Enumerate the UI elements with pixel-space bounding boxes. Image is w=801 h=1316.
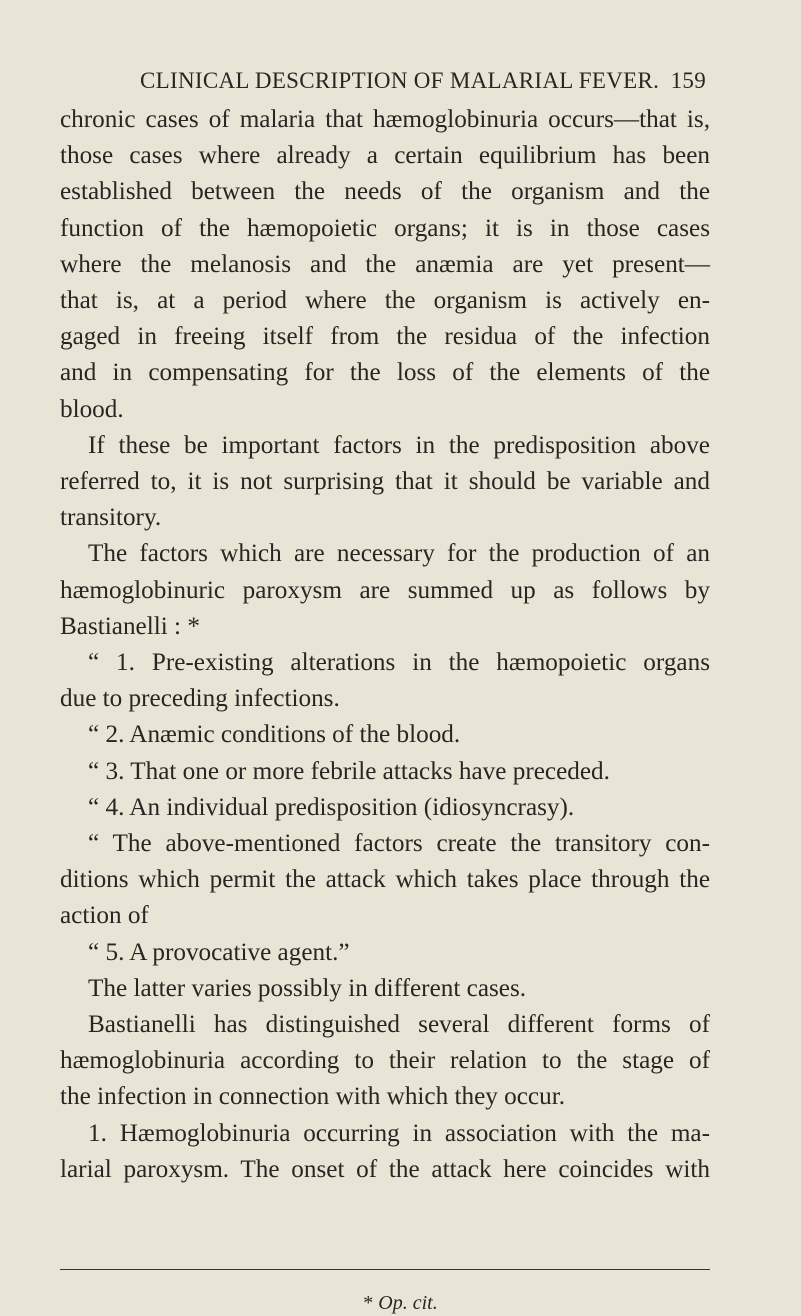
page-header bbox=[140, 68, 706, 94]
text-line: “ 4. An individual predisposition (idiosyncrasy). bbox=[88, 793, 575, 821]
text-line: established between the needs of the organism and the bbox=[60, 178, 710, 206]
text-line: where the melanosis and the anæmia are yet present— bbox=[60, 250, 710, 278]
text-line: If these be important factors in the predisposition above bbox=[88, 431, 710, 459]
text-line: those cases where already a certain equilibrium has been bbox=[60, 142, 710, 170]
text-line: “ 3. That one or more febrile attacks have preceded. bbox=[88, 757, 610, 785]
text-line: “ 2. Anæmic conditions of the blood. bbox=[88, 721, 461, 749]
footnote-text: Op. cit. bbox=[378, 1292, 438, 1314]
text-line: gaged in freeing itself from the residua of the infection bbox=[60, 323, 710, 351]
footnote bbox=[0, 1292, 801, 1315]
text-line: chronic cases of malaria that hæmoglobinuria occurs—that is, bbox=[60, 106, 710, 133]
text-line: hæmoglobinuria according to their relation to the stage of bbox=[60, 1047, 710, 1075]
paragraph bbox=[60, 971, 710, 1007]
body-text bbox=[60, 102, 710, 1188]
text-line: blood. bbox=[60, 395, 124, 423]
text-line: referred to, it is not surprising that it should be variable and bbox=[60, 468, 710, 496]
text-line: Bastianelli has distinguished several different forms of bbox=[88, 1011, 710, 1039]
text-line: ditions which permit the attack which takes place through the bbox=[60, 866, 710, 894]
text-line: function of the hæmopoietic organs; it is in those cases bbox=[60, 214, 710, 242]
text-line: that is, at a period where the organism is actively en- bbox=[60, 287, 710, 315]
paragraph bbox=[60, 102, 710, 428]
footnote-mark: * bbox=[363, 1292, 374, 1314]
text-line: transitory. bbox=[60, 504, 162, 532]
text-line: action of bbox=[60, 902, 149, 930]
page-number: 159 bbox=[670, 68, 706, 93]
paragraph bbox=[60, 826, 710, 935]
paragraph bbox=[60, 1116, 710, 1188]
text-line: “ 1. Pre-existing alterations in the hæmopoietic organs bbox=[88, 649, 710, 677]
footnote-rule bbox=[60, 1269, 710, 1270]
text-line: hæmoglobinuric paroxysm are summed up as follows by bbox=[60, 576, 710, 604]
paragraph bbox=[60, 717, 710, 753]
running-title: CLINICAL DESCRIPTION OF MALARIAL FEVER. bbox=[140, 68, 660, 93]
text-line: “ The above-mentioned factors create the transitory con- bbox=[88, 830, 710, 858]
paragraph bbox=[60, 1007, 710, 1116]
text-line: due to preceding infections. bbox=[60, 685, 340, 713]
paragraph bbox=[60, 645, 710, 717]
paragraph bbox=[60, 536, 710, 645]
paragraph bbox=[60, 754, 710, 790]
text-line: 1. Hæmoglobinuria occurring in association with the ma- bbox=[88, 1119, 710, 1147]
paragraph bbox=[60, 790, 710, 826]
text-line: larial paroxysm. The onset of the attack here coincides with bbox=[60, 1155, 710, 1183]
text-line: Bastianelli : * bbox=[60, 612, 200, 640]
text-line: and in compensating for the loss of the elements of the bbox=[60, 359, 710, 387]
paragraph bbox=[60, 428, 710, 537]
text-line: the infection in connection with which they occur. bbox=[60, 1083, 566, 1111]
text-line: The factors which are necessary for the production of an bbox=[88, 540, 710, 568]
text-line: The latter varies possibly in different cases. bbox=[88, 974, 527, 1002]
paragraph bbox=[60, 935, 710, 971]
text-line: “ 5. A provocative agent.” bbox=[88, 938, 350, 966]
